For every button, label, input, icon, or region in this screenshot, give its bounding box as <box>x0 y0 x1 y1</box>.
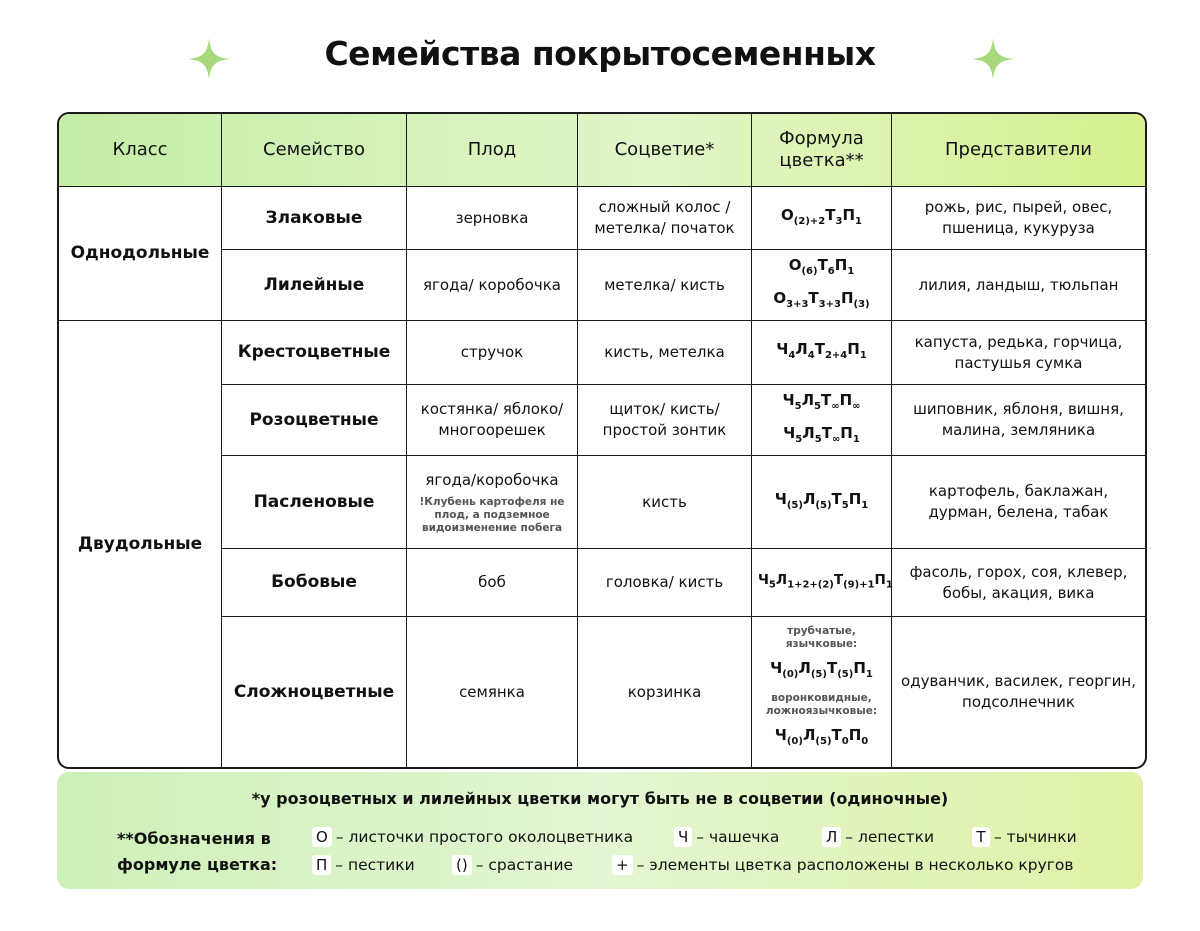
legend-text: – листочки простого околоцветника <box>335 828 634 846</box>
header-formula-line2: цветка** <box>779 150 864 171</box>
legend-text: – срастание <box>475 856 574 874</box>
family-name: Розоцветные <box>222 385 407 456</box>
fruit-cell: стручок <box>407 321 578 385</box>
representatives-cell: лилия, ландыш, тюльпан <box>892 250 1145 321</box>
flower-formula: $Ч_5Л_{1+2+(2)}T_{(9)+1}П_1$ <box>758 571 893 591</box>
formula-cell <box>752 250 892 321</box>
legend-symbol: Т <box>972 827 990 847</box>
inflorescence-cell: кисть <box>578 456 752 549</box>
representatives-cell: картофель, баклажан, дурман, белена, табак <box>892 456 1145 549</box>
header-inflorescence: Соцветие* <box>578 114 752 187</box>
formula-cell <box>752 617 892 767</box>
fruit-cell: костянка/ яблоко/ многоорешек <box>407 385 578 456</box>
legend-text: – тычинки <box>994 828 1077 846</box>
table-row <box>59 617 1145 767</box>
legend-symbol: П <box>312 855 331 875</box>
representatives-cell: шиповник, яблоня, вишня, малина, земляника <box>892 385 1145 456</box>
formula-note: трубчатые, язычковые: <box>785 625 858 650</box>
flower-formula: $Ч_5Л_5T_\infty П_1$ <box>783 424 860 445</box>
fruit-cell: семянка <box>407 617 578 767</box>
family-name: Бобовые <box>222 549 407 617</box>
representatives-cell: рожь, рис, пырей, овес, пшеница, кукуруза <box>892 187 1145 250</box>
family-name: Сложноцветные <box>222 617 407 767</box>
header-formula-line1: Формула <box>779 128 864 149</box>
legend-symbol: Л <box>822 827 841 847</box>
table-row <box>59 385 1145 456</box>
fruit-cell: зерновка <box>407 187 578 250</box>
class-monocot: Однодольные <box>59 187 222 321</box>
families-table <box>57 112 1147 769</box>
legend-item <box>452 854 573 876</box>
table-row <box>59 187 1145 250</box>
legend-item <box>612 854 1074 876</box>
flower-formula: $Ч_5Л_5T_\infty П_\infty$ <box>782 391 861 412</box>
flower-formula: $O_{(2)+2}T_3П_1$ <box>781 205 862 227</box>
flower-formula: $Ч_{(0)}Л_{(5)}T_0П_0$ <box>774 726 869 747</box>
family-name: Злаковые <box>222 187 407 250</box>
flower-formula: $O_{3+3}T_{3+3}П_{(3)}$ <box>773 289 870 310</box>
legend-panel <box>57 772 1143 889</box>
header-representatives: Представители <box>892 114 1145 187</box>
legend-item <box>822 826 934 848</box>
legend-item <box>972 826 1077 848</box>
legend-symbol: Ч <box>674 827 692 847</box>
inflorescence-cell: сложный колос / метелка/ початок <box>578 187 752 250</box>
flower-formula: $O_{(6)}T_6П_1$ <box>788 256 855 277</box>
family-name: Лилейные <box>222 250 407 321</box>
formula-cell <box>752 549 892 617</box>
legend-label <box>117 826 297 878</box>
fruit-text: ягода/коробочка <box>425 470 559 489</box>
inflorescence-cell: кисть, метелка <box>578 321 752 385</box>
inflorescence-cell: метелка/ кисть <box>578 250 752 321</box>
flower-formula: $Ч_{(0)}Л_{(5)}T_{(5)}П_1$ <box>770 659 873 680</box>
page-title: Семейства покрытосеменных <box>324 34 876 73</box>
table-row <box>59 321 1145 385</box>
legend-label-line2: формуле цветка: <box>117 855 278 874</box>
header-fruit: Плод <box>407 114 578 187</box>
header-formula <box>752 114 892 187</box>
formula-cell <box>752 187 892 250</box>
legend-item <box>674 826 779 848</box>
formula-note: воронковидные, ложноязычковые: <box>765 692 878 717</box>
table-row <box>59 250 1145 321</box>
header-row <box>59 114 1145 187</box>
fruit-cell: боб <box>407 549 578 617</box>
legend-text: – элементы цветка расположены в несколько кругов <box>636 856 1074 874</box>
inflorescence-cell: корзинка <box>578 617 752 767</box>
fruit-cell <box>407 456 578 549</box>
header-class: Класс <box>59 114 222 187</box>
formula-cell <box>752 385 892 456</box>
legend-symbol: () <box>452 855 472 875</box>
legend-symbol: О <box>312 827 332 847</box>
inflorescence-cell: головка/ кисть <box>578 549 752 617</box>
representatives-cell: капуста, редька, горчица, пастушья сумка <box>892 321 1145 385</box>
class-dicot: Двудольные <box>59 321 222 767</box>
flower-formula: $Ч_{(5)}Л_{(5)}T_5П_1$ <box>774 489 869 511</box>
sparkle-icon <box>970 36 1016 82</box>
legend-item <box>312 854 415 876</box>
table-row <box>59 549 1145 617</box>
fruit-cell: ягода/ коробочка <box>407 250 578 321</box>
representatives-cell: одуванчик, василек, георгин, подсолнечник <box>901 672 1136 711</box>
family-name: Крестоцветные <box>222 321 407 385</box>
fruit-note: !Клубень картофеля не плод, а подземное видоизменение побега <box>419 495 565 534</box>
formula-cell <box>752 456 892 549</box>
legend-label-line1: **Обозначения в <box>117 829 271 848</box>
inflorescence-cell: щиток/ кисть/ простой зонтик <box>578 385 752 456</box>
header-family: Семейство <box>222 114 407 187</box>
family-name: Пасленовые <box>222 456 407 549</box>
legend-text: – чашечка <box>696 828 780 846</box>
legend-symbol: + <box>612 855 633 875</box>
legend-item <box>312 826 633 848</box>
representatives-cell: фасоль, горох, соя, клевер, бобы, акация, вика <box>892 549 1145 617</box>
inflorescence-footnote: *у розоцветных и лилейных цветки могут быть не в соцветии (одиночные) <box>251 789 949 808</box>
legend-text: – лепестки <box>845 828 935 846</box>
legend-text: – пестики <box>335 856 415 874</box>
formula-cell <box>752 321 892 385</box>
flower-formula: $Ч_4Л_4T_{2+4}П_1$ <box>776 340 867 361</box>
table-row <box>59 456 1145 549</box>
